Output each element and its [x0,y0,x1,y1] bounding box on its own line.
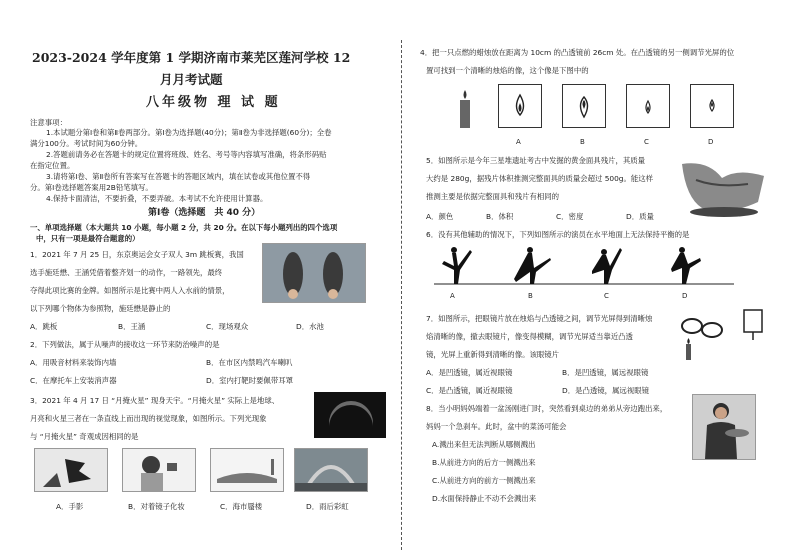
q7-option-a: A．是凹透镜，属近视眼镜 [426,368,513,377]
note-line: 在指定位置。 [30,161,75,170]
q3-option-a: A．手影 [56,502,84,511]
q1-text: 夺得此项比赛的金牌。如图所示是比赛中两人入水前的情景， [30,286,230,295]
note-line: 3.请将第Ⅰ卷、第Ⅱ卷所有答案写在答题卡的答题区域内，填在试卷或其他位置不得 [46,172,311,181]
hand-shadow-image [34,448,108,492]
section1-instructions-cont: 中，只有一项是最符合题意的） [36,234,140,243]
q8-option-c: C.从前进方向的前方一侧溅出来 [432,476,536,485]
q7-text: 镜，光屏上重新得到清晰的像。该眼镜片 [426,350,560,359]
q2-option-a: A．用吸音材料来装饰内墙 [30,358,117,367]
q5-text: 大约是 280g，据残片体积推测完整面具的质量会超过 500g。能这样 [426,174,654,183]
exam-title-line1: 2023-2024 学年度第 1 学期济南市莱芜区莲河学校 12 [32,50,351,65]
q5-option-a: A．颜色 [426,212,454,221]
gold-mask-photo [678,158,770,218]
q6-label-b: B [528,292,533,300]
candle-icon [458,88,472,128]
q4-label-b: B [580,138,585,146]
q8-option-b: B.从前进方向的后方一侧溅出来 [432,458,536,467]
q7-text: 焰清晰的像，撤去眼镜片，像变得模糊，调节光屏适当靠近凸透 [426,332,633,341]
q1-text: 1．2021 年 7 月 25 日，东京奥运会女子双人 3m 跳板赛，我国 [30,250,244,259]
q5-option-b: B．体积 [486,212,514,221]
q4-text: 置可找到一个清晰的烛焰的像，这个像是下图中的 [426,66,589,75]
q5-option-d: D．质量 [626,212,654,221]
moon-photo [314,392,386,438]
rainbow-image [294,448,368,492]
flame-image-c [626,84,670,128]
q5-text: 5．如图所示是今年三星堆遗址考古中发掘的黄金面具残片，其质量 [426,156,646,165]
q6-label-d: D [682,292,688,300]
woman-with-soup-photo [692,394,756,460]
glasses-lens-setup [678,306,772,364]
q7-option-d: D．是凸透镜，属远视眼镜 [562,386,649,395]
q3-option-c: C．海市蜃楼 [220,502,263,511]
q6-label-a: A [450,292,455,300]
q4-label-a: A [516,138,521,146]
q2-option-b: B．在市区内禁鸣汽车喇叭 [206,358,293,367]
q8-option-d: D.水面保持静止不动不会溅出来 [432,494,537,503]
q7-text: 7．如图所示，把眼镜片放在烛焰与凸透镜之间，调节光屏得到清晰烛 [426,314,653,323]
q1-option-d: D．水池 [296,322,324,331]
q3-text: 与 “月掩火星” 奇观成因相同的是 [30,432,139,441]
note-line: 4.保持卡面清洁，不要折叠，不要弄破。本考试不允许使用计算器。 [46,194,268,203]
note-line: 满分100分。考试时间为60分钟。 [30,139,143,148]
q3-option-d: D．雨后彩虹 [306,502,349,511]
q6-label-c: C [604,292,609,300]
flame-image-b [562,84,606,128]
q1-option-b: B．王涵 [118,322,146,331]
mirror-makeup-image [122,448,196,492]
q3-text: 月亮和火星三者在一条直线上而出现的视觉现象，如图所示。下列光现象 [30,414,267,423]
q3-text: 3．2021 年 4 月 17 日 “月掩火星” 现身天宇。“月掩火星” 实际上是地球、 [30,396,280,405]
diving-photo [262,243,366,303]
q2-option-d: D．室内打靶时要佩带耳罩 [206,376,293,385]
subject-title: 八年级物 理 试 题 [146,95,281,110]
q8-option-a: A.溅出来但无法判断从哪侧溅出 [432,440,536,449]
q1-option-a: A．跳板 [30,322,58,331]
mirage-image [210,448,284,492]
flame-image-a [498,84,542,128]
note-line: 分。第Ⅰ卷选择题答案用2B铅笔填写。 [30,183,153,192]
q3-option-b: B．对着镜子化妆 [128,502,185,511]
q7-option-b: B．是凹透镜，属远视眼镜 [562,368,649,377]
q1-text: 以下列哪个物体为参照物，施廷懋是静止的 [30,304,171,313]
q5-text: 推测主要是依据完整面具和残片有相同的 [426,192,560,201]
dancers-figure [434,244,734,286]
section1-instructions: 一、单项选择题（本大题共 10 小题，每小题 2 分，共 20 分。在以下每小题列出的四个选项 [30,223,338,232]
q2-option-c: C．在摩托车上安装消声器 [30,376,117,385]
notes-heading: 注意事项： [30,118,67,127]
q4-label-d: D [708,138,714,146]
q7-option-c: C．是凸透镜，属近视眼镜 [426,386,513,395]
q5-option-c: C．密度 [556,212,584,221]
part1-heading: 第Ⅰ卷（选择题 共 40 分） [148,208,261,218]
q8-text: 8．当小明妈妈端着一盆汤刚进门时，突然看到桌边的弟弟从旁边跑出来， [426,404,668,413]
q8-text: 妈妈一个急刹车。此时，盆中的菜汤可能会 [426,422,567,431]
q6-text: 6．没有其他辅助的情况下，下列如图所示的演员在水平地面上无法保持平衡的是 [426,230,690,239]
column-divider [401,40,402,550]
q1-option-c: C．现场观众 [206,322,249,331]
q4-text: 4．把一只点燃的蜡烛放在距离为 10cm 的凸透镜前 26cm 处。在凸透镜的另一侧调节光屏的位 [420,48,735,57]
q4-label-c: C [644,138,649,146]
exam-title-line2: 月月考试题 [160,72,223,87]
flame-image-d [690,84,734,128]
note-line: 1.本试题分第Ⅰ卷和第Ⅱ卷两部分。第Ⅰ卷为选择题(40分)；第Ⅱ卷为非选择题(60分)；全卷 [46,128,332,137]
q1-text: 选手施廷懋、王涵凭借着整齐划一的动作，一路领先，最终 [30,268,223,277]
note-line: 2.答题前请务必在答题卡的规定位置将班级、姓名、考号等内容填写准确，将条形码贴 [46,150,327,159]
q2-text: 2．下列做法，属于从噪声的接收这一环节来防治噪声的是 [30,340,220,349]
